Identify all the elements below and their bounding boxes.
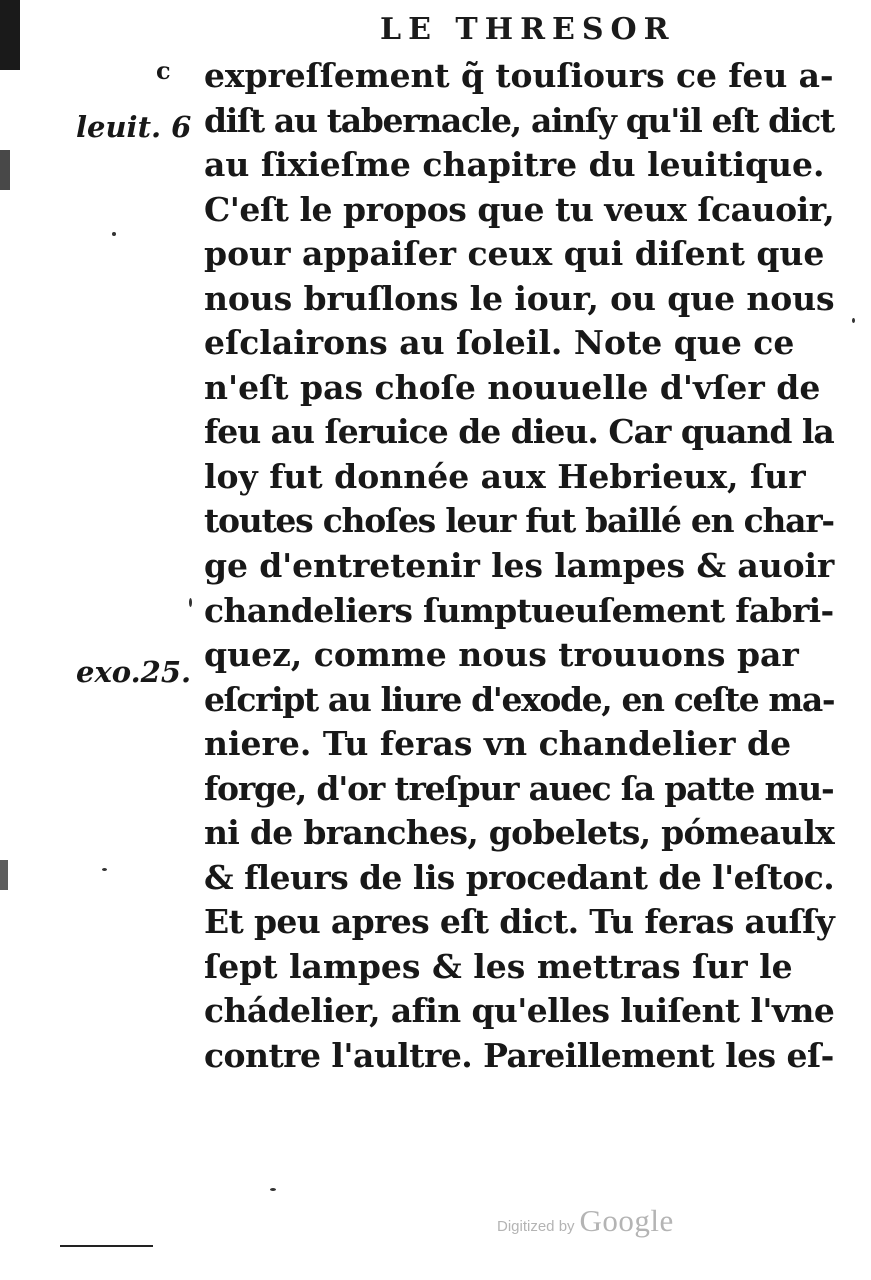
body-text (204, 54, 834, 1079)
text-line: ni de branches, gobelets, pómeaulx (204, 813, 835, 853)
text-line: niere. Tu feras vn chandelier de (204, 724, 792, 764)
text-line: C'eſt le propos que tu veux ſcauoir, (204, 189, 835, 229)
text-line: au ſixieſme chapitre du leuitique. (204, 145, 825, 185)
google-logo: Google (579, 1203, 674, 1238)
note-marker: c (156, 56, 171, 85)
watermark-prefix: Digitized by (497, 1218, 575, 1235)
text-line: & fleurs de lis procedant de l'eſtoc. (204, 857, 835, 897)
text-line: pour appaiſer ceux qui diſent que (204, 234, 825, 274)
text-line: contre l'aultre. Pareillement les eſ- (204, 1036, 834, 1076)
text-line: eſclairons au ſoleil. Note que ce (204, 323, 795, 363)
text-line: toutes choſes leur fut baillé en char- (204, 501, 834, 541)
marginal-note-leuit: leuit. 6 (76, 110, 192, 144)
binding-edge-mark (0, 860, 8, 890)
text-line: chandeliers ſumptueuſement fabri- (204, 590, 834, 630)
marginal-note-exo: exo.25. (76, 655, 192, 689)
scan-speck (270, 1188, 276, 1191)
text-line: forge, d'or treſpur auec ſa patte mu- (204, 768, 834, 808)
text-line: diſt au tabernacle, ainſy qu'il eſt dict (204, 100, 834, 140)
running-head: LE THRESOR (380, 12, 676, 47)
text-line: ge d'entretenir les lampes & auoir (204, 546, 835, 586)
text-line: eſcript au liure d'exode, en ceſte ma- (204, 679, 835, 719)
text-line: nous bruſlons le iour, ou que nous (204, 278, 835, 318)
binding-edge-mark (0, 150, 10, 190)
text-line: chádelier, afin qu'elles luiſent l'vne (204, 991, 835, 1031)
text-line: loy fut donnée aux Hebrieux, ſur (204, 456, 806, 496)
scan-speck (852, 318, 855, 323)
binding-edge-shadow (0, 0, 20, 70)
text-line: Et peu apres eſt dict. Tu feras auſſy (204, 902, 835, 942)
footer-rule (60, 1245, 153, 1247)
text-line: feu au ſeruice de dieu. Car quand la (204, 412, 834, 452)
scan-speck (189, 598, 192, 607)
text-line: n'eſt pas choſe nouuelle d'vſer de (204, 367, 821, 407)
scan-speck (102, 868, 107, 871)
text-line: expreſſement q̃ touſiours ce feu a- (204, 56, 834, 95)
scan-speck (112, 232, 116, 236)
digitized-watermark (497, 1203, 674, 1239)
text-line: ſept lampes & les mettras ſur le (204, 946, 793, 986)
text-line: quez, comme nous trouuons par (204, 635, 799, 675)
